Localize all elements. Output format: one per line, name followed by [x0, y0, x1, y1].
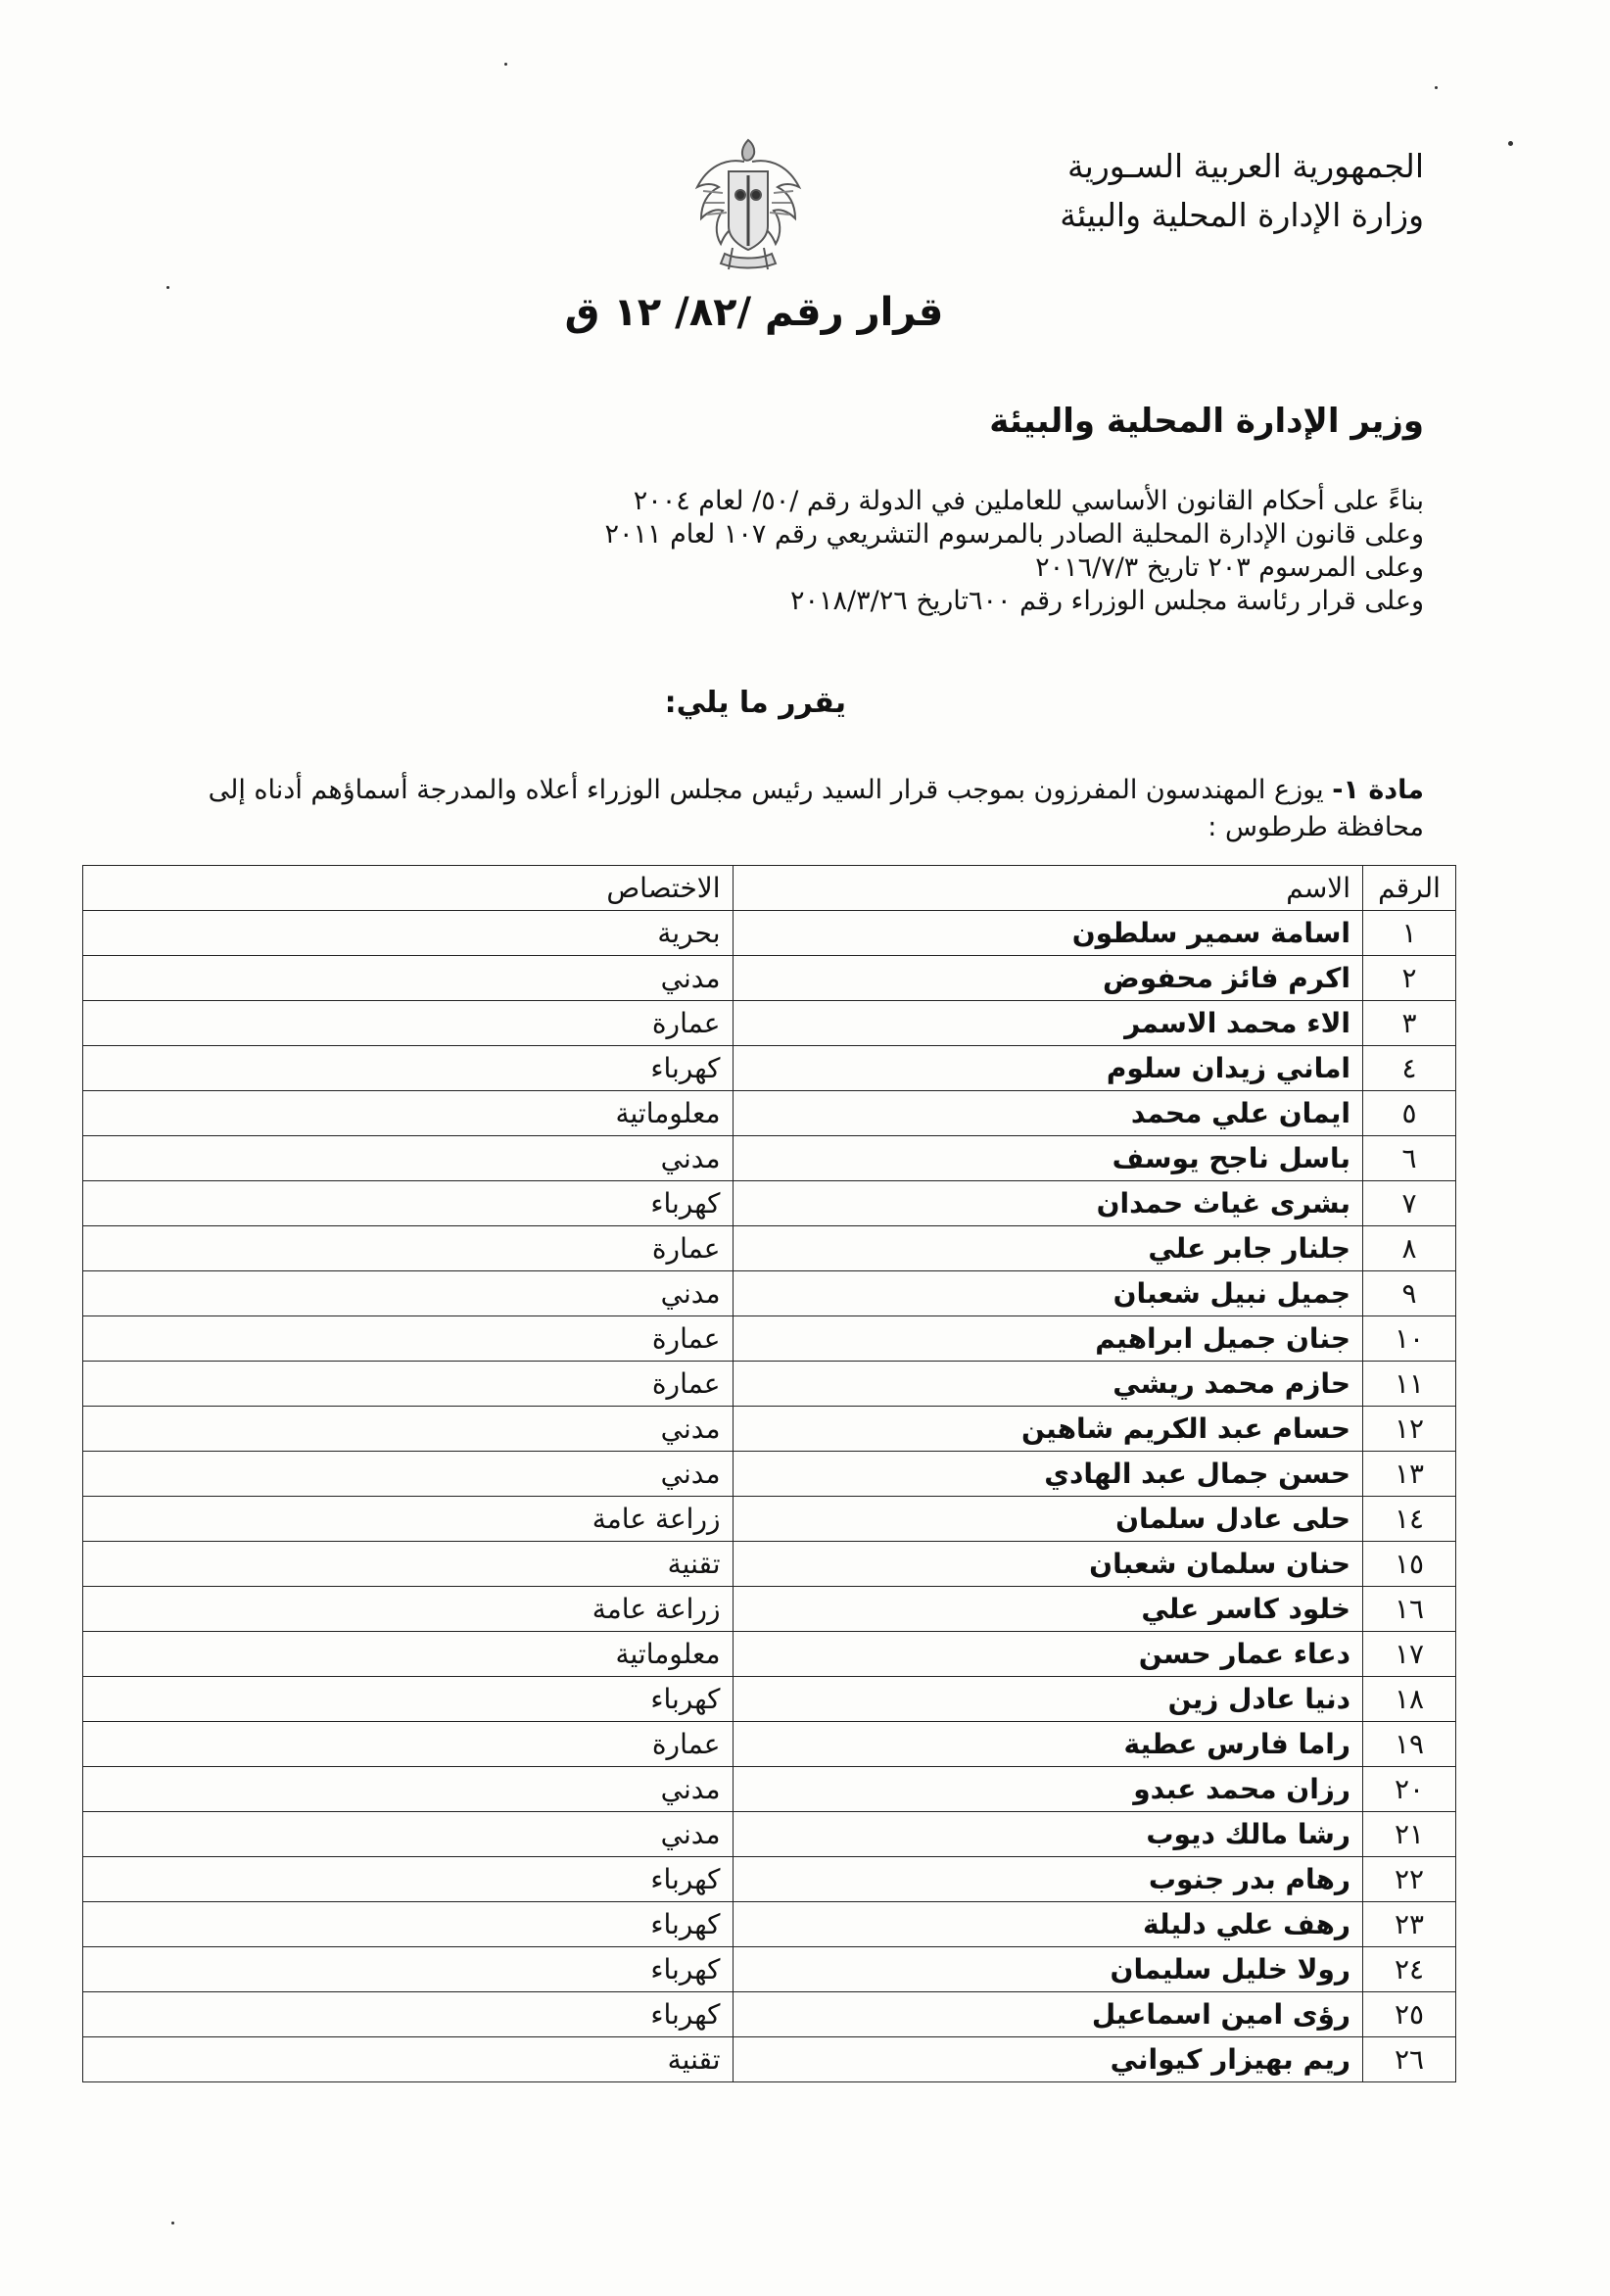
- cell-num: ٣: [1363, 1001, 1456, 1046]
- table-row: [83, 1677, 1456, 1722]
- cell-num: ٢٠: [1363, 1767, 1456, 1812]
- table-row: [83, 1542, 1456, 1587]
- article-text: يوزع المهندسون المفرزون بموجب قرار السيد رئيس مجلس الوزراء أعلاه والمدرجة أسماؤهم أدناه إلى محافظة طرطوس :: [208, 775, 1424, 842]
- cell-num: ٢٣: [1363, 1902, 1456, 1947]
- cell-name: جلنار جابر علي: [733, 1226, 1363, 1271]
- table-row: [83, 1722, 1456, 1767]
- cell-specialty: مدني: [83, 956, 734, 1001]
- cell-name: حازم محمد ريشي: [733, 1362, 1363, 1407]
- cell-name: دعاء عمار حسن: [733, 1632, 1363, 1677]
- cell-specialty: معلوماتية: [83, 1091, 734, 1136]
- cell-num: ٢٢: [1363, 1857, 1456, 1902]
- cell-num: ١١: [1363, 1362, 1456, 1407]
- cell-num: ١: [1363, 911, 1456, 956]
- cell-specialty: بحرية: [83, 911, 734, 956]
- table-row: [83, 1767, 1456, 1812]
- cell-name: راما فارس عطية: [733, 1722, 1363, 1767]
- cell-specialty: مدني: [83, 1767, 734, 1812]
- cell-name: جميل نبيل شعبان: [733, 1271, 1363, 1316]
- scan-speck: [1508, 141, 1513, 146]
- table-header-row: [83, 866, 1456, 911]
- cell-specialty: عمارة: [83, 1362, 734, 1407]
- cell-num: ٥: [1363, 1091, 1456, 1136]
- cell-specialty: كهرباء: [83, 1857, 734, 1902]
- header-num: الرقم: [1363, 866, 1456, 911]
- cell-specialty: تقنية: [83, 1542, 734, 1587]
- cell-num: ٤: [1363, 1046, 1456, 1091]
- cell-num: ١٧: [1363, 1632, 1456, 1677]
- cell-specialty: كهرباء: [83, 1677, 734, 1722]
- cell-name: رهام بدر جنوب: [733, 1857, 1363, 1902]
- cell-specialty: كهرباء: [83, 1992, 734, 2037]
- header-specialty: الاختصاص: [83, 866, 734, 911]
- cell-specialty: كهرباء: [83, 1046, 734, 1091]
- cell-name: اكرم فائز محفوض: [733, 956, 1363, 1001]
- table-row: [83, 1587, 1456, 1632]
- cell-name: رزان محمد عبدو: [733, 1767, 1363, 1812]
- cell-name: حسن جمال عبد الهادي: [733, 1452, 1363, 1497]
- cell-name: جنان جميل ابراهيم: [733, 1316, 1363, 1362]
- table-row: [83, 1632, 1456, 1677]
- cell-specialty: تقنية: [83, 2037, 734, 2082]
- scan-speck: [504, 63, 507, 66]
- preamble-line: وعلى المرسوم ٢٠٣ تاريخ ٢٠١٦/٧/٣: [1035, 552, 1424, 583]
- article-1: [190, 772, 1424, 846]
- scan-speck: [1435, 86, 1438, 89]
- cell-num: ١٤: [1363, 1497, 1456, 1542]
- table-row: [83, 1091, 1456, 1136]
- cell-specialty: مدني: [83, 1136, 734, 1181]
- article-label: مادة ١-: [1332, 775, 1424, 805]
- ministry-name: وزارة الإدارة المحلية والبيئة: [1060, 196, 1424, 234]
- cell-num: ٩: [1363, 1271, 1456, 1316]
- cell-num: ١٠: [1363, 1316, 1456, 1362]
- cell-specialty: مدني: [83, 1812, 734, 1857]
- table-row: [83, 1452, 1456, 1497]
- preamble-line: وعلى قانون الإدارة المحلية الصادر بالمرسوم التشريعي رقم ١٠٧ لعام ٢٠١١: [604, 519, 1424, 550]
- cell-specialty: مدني: [83, 1271, 734, 1316]
- cell-specialty: كهرباء: [83, 1181, 734, 1226]
- cell-name: حسام عبد الكريم شاهين: [733, 1407, 1363, 1452]
- header-name: الاسم: [733, 866, 1363, 911]
- cell-num: ١٣: [1363, 1452, 1456, 1497]
- issuing-authority: [915, 142, 1424, 240]
- cell-num: ٢٥: [1363, 1992, 1456, 2037]
- cell-specialty: معلوماتية: [83, 1632, 734, 1677]
- table-row: [83, 1947, 1456, 1992]
- table-row: [83, 1001, 1456, 1046]
- cell-specialty: عمارة: [83, 1226, 734, 1271]
- cell-specialty: مدني: [83, 1407, 734, 1452]
- decides-heading: يقرر ما يلي:: [664, 686, 846, 720]
- cell-specialty: كهرباء: [83, 1947, 734, 1992]
- cell-specialty: زراعة عامة: [83, 1587, 734, 1632]
- table-row: [83, 1497, 1456, 1542]
- preamble: [445, 485, 1424, 618]
- cell-num: ٢٦: [1363, 2037, 1456, 2082]
- preamble-line: وعلى قرار رئاسة مجلس الوزراء رقم ٦٠٠تاريخ ٢٠١٨/٣/٢٦: [790, 586, 1424, 616]
- cell-specialty: عمارة: [83, 1722, 734, 1767]
- table-row: [83, 1046, 1456, 1091]
- table-row: [83, 1857, 1456, 1902]
- cell-num: ٢٤: [1363, 1947, 1456, 1992]
- table-row: [83, 1362, 1456, 1407]
- table-row: [83, 1812, 1456, 1857]
- cell-num: ١٢: [1363, 1407, 1456, 1452]
- cell-name: رشا مالك ديوب: [733, 1812, 1363, 1857]
- cell-name: حلى عادل سلمان: [733, 1497, 1363, 1542]
- cell-name: الاء محمد الاسمر: [733, 1001, 1363, 1046]
- cell-name: اماني زيدان سلوم: [733, 1046, 1363, 1091]
- cell-num: ٢: [1363, 956, 1456, 1001]
- cell-num: ١٩: [1363, 1722, 1456, 1767]
- cell-name: حنان سلمان شعبان: [733, 1542, 1363, 1587]
- table-row: [83, 1992, 1456, 2037]
- preamble-line: بناءً على أحكام القانون الأساسي للعاملين في الدولة رقم /٥٠/ لعام ٢٠٠٤: [633, 486, 1424, 516]
- cell-name: اسامة سمير سلطون: [733, 911, 1363, 956]
- cell-num: ١٦: [1363, 1587, 1456, 1632]
- scan-speck: [166, 286, 169, 289]
- cell-name: دنيا عادل زين: [733, 1677, 1363, 1722]
- cell-num: ٦: [1363, 1136, 1456, 1181]
- table-row: [83, 1226, 1456, 1271]
- cell-name: باسل ناجح يوسف: [733, 1136, 1363, 1181]
- cell-specialty: عمارة: [83, 1001, 734, 1046]
- syrian-eagle-emblem-icon: [686, 132, 811, 279]
- table-row: [83, 1136, 1456, 1181]
- decision-number: قرار رقم /٨٢/ ١٢ ق: [564, 290, 944, 335]
- cell-num: ٢١: [1363, 1812, 1456, 1857]
- table-row: [83, 1407, 1456, 1452]
- cell-name: ايمان علي محمد: [733, 1091, 1363, 1136]
- table-row: [83, 956, 1456, 1001]
- table-row: [83, 1902, 1456, 1947]
- minister-title: وزير الإدارة المحلية والبيئة: [989, 402, 1424, 441]
- cell-specialty: مدني: [83, 1452, 734, 1497]
- table-row: [83, 1316, 1456, 1362]
- cell-num: ١٨: [1363, 1677, 1456, 1722]
- cell-specialty: كهرباء: [83, 1902, 734, 1947]
- cell-name: ريم بهيزار كيواني: [733, 2037, 1363, 2082]
- cell-name: رهف علي دليلة: [733, 1902, 1363, 1947]
- engineers-table: [82, 865, 1456, 2082]
- table-row: [83, 1181, 1456, 1226]
- scan-speck: [171, 2222, 174, 2224]
- cell-specialty: زراعة عامة: [83, 1497, 734, 1542]
- cell-name: بشرى غياث حمدان: [733, 1181, 1363, 1226]
- cell-num: ١٥: [1363, 1542, 1456, 1587]
- cell-num: ٧: [1363, 1181, 1456, 1226]
- cell-name: خلود كاسر علي: [733, 1587, 1363, 1632]
- table-row: [83, 911, 1456, 956]
- table-row: [83, 1271, 1456, 1316]
- cell-name: رولا خليل سليمان: [733, 1947, 1363, 1992]
- cell-num: ٨: [1363, 1226, 1456, 1271]
- cell-name: رؤى امين اسماعيل: [733, 1992, 1363, 2037]
- table-row: [83, 2037, 1456, 2082]
- country-name: الجمهورية العربية السـورية: [1066, 147, 1424, 185]
- cell-specialty: عمارة: [83, 1316, 734, 1362]
